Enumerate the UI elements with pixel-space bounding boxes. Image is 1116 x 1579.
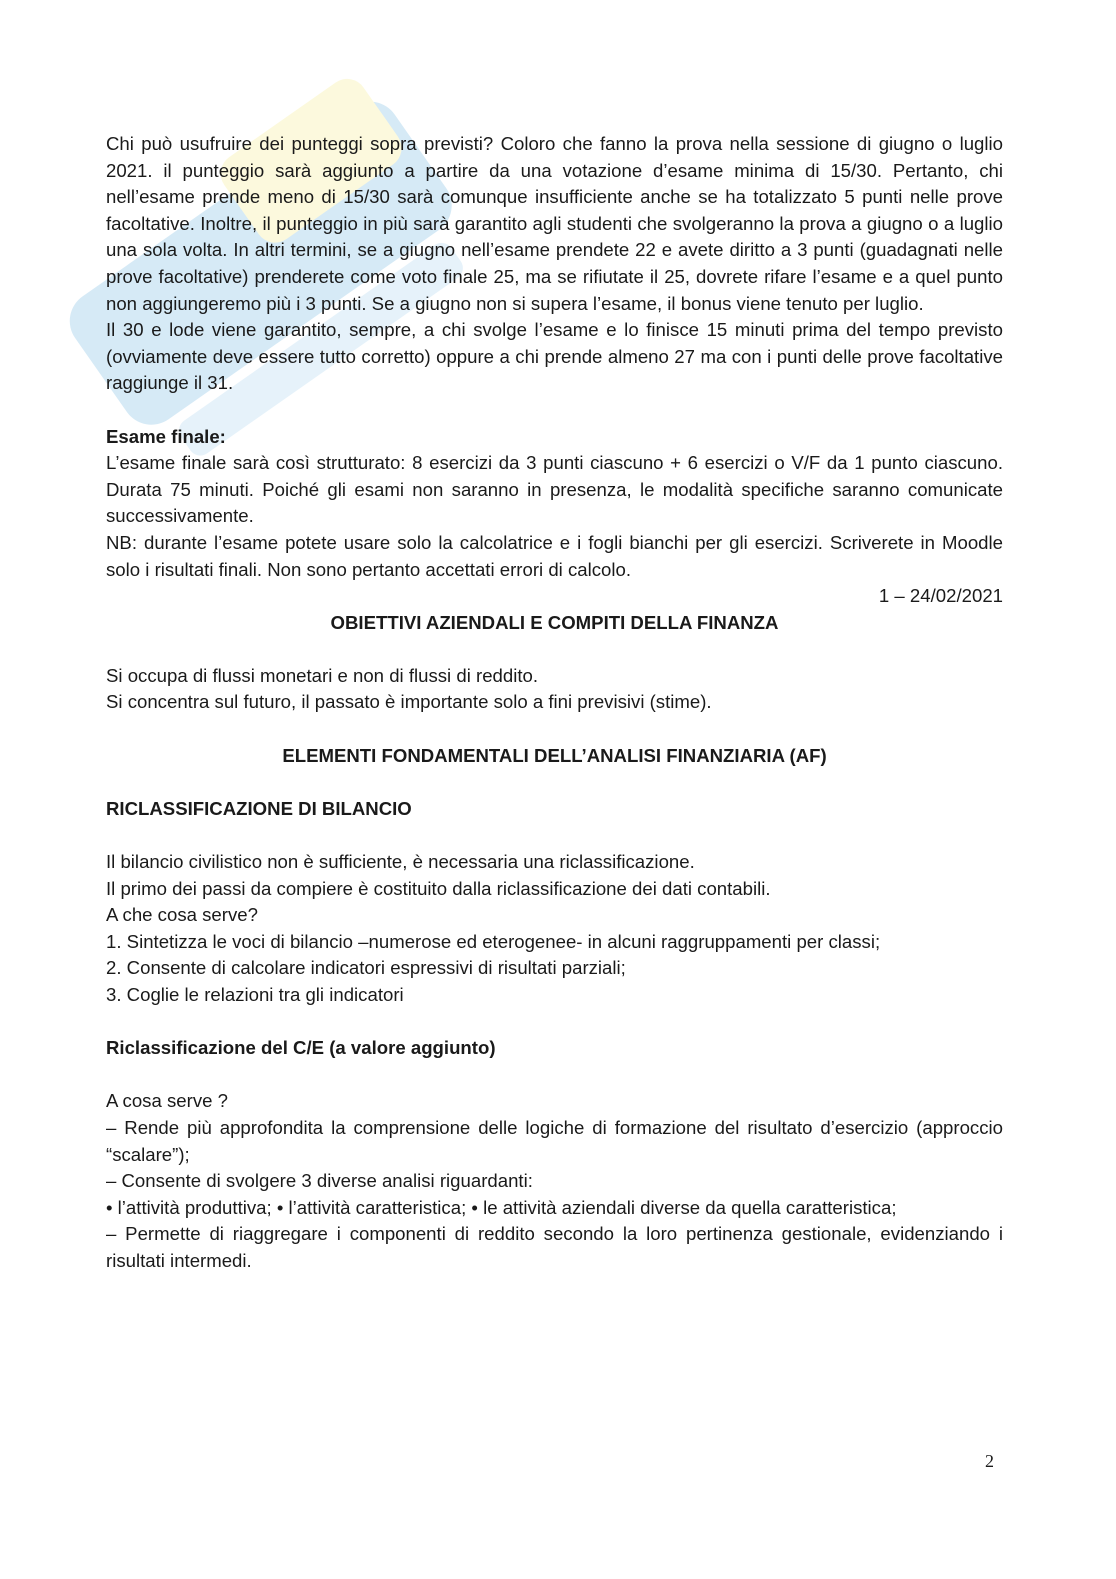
primo-passo-line: Il primo dei passi da compiere è costituito dalla riclassificazione dei dati contabili.	[106, 877, 771, 899]
list-item: 2. Consente di calcolare indicatori espressivi di risultati parziali;	[106, 957, 626, 979]
lode-paragraph: Il 30 e lode viene garantito, sempre, a chi svolge l’esame e lo finisce 15 minuti prima del tempo previsto (ovviamente deve essere tutto corretto) oppure a chi prende almeno 27 ma con i punti delle prove facoltative raggiunge il 31.	[106, 319, 1003, 394]
obiettivi-heading: OBIETTIVI AZIENDALI E COMPITI DELLA FINANZA	[330, 611, 779, 633]
question-line: A che cosa serve?	[106, 904, 258, 926]
document-body	[106, 131, 1003, 1275]
bilancio-line: Il bilancio civilistico non è sufficiente, è necessaria una riclassificazione.	[106, 851, 695, 873]
intro-paragraph: Chi può usufruire dei punteggi sopra previsti? Coloro che fanno la prova nella sessione di giugno o luglio 2021. il punteggio sarà aggiunto a partire da una votazione d’esame minima di 15/30. Pertanto, chi nell’esame prende meno di 15/30 sarà comunque insufficiente anche se ha totalizzato 5 punti nelle prove facoltative. Inoltre, il punteggio in più sarà garantito agli studenti che svolgeranno la prova a giugno o a luglio una sola volta. In altri termini, se a giugno nell’esame prendete 22 e avete diritto a 3 punti (guadagnati nelle prove facoltative) prenderete come voto finale 25, ma se rifiutate il 25, dovrete rifare l’esame e a quel punto non aggiungeremo più i 3 punti. Se a giugno non si supera l’esame, il bonus viene tenuto per luglio.	[106, 133, 1003, 314]
consente-line: – Consente di svolgere 3 diverse analisi riguardanti:	[106, 1170, 533, 1192]
esame-finale-heading: Esame finale:	[106, 425, 226, 447]
riclassificazione-heading: RICLASSIFICAZIONE DI BILANCIO	[106, 797, 412, 819]
permette-paragraph: – Permette di riaggregare i componenti di reddito secondo la loro pertinenza gestionale, evidenziando i risultati intermedi.	[106, 1223, 1003, 1271]
elementi-heading: ELEMENTI FONDAMENTALI DELL’ANALISI FINANZIARIA (AF)	[282, 744, 827, 766]
flussi-line: Si occupa di flussi monetari e non di flussi di reddito.	[106, 664, 539, 686]
rende-paragraph: – Rende più approfondita la comprensione delle logiche di formazione del risultato d’esercizio (approccio “scalare”);	[106, 1116, 1003, 1165]
question-line: A cosa serve ?	[106, 1090, 228, 1112]
list-item: 3. Coglie le relazioni tra gli indicatori	[106, 984, 404, 1005]
list-item: 1. Sintetizza le voci di bilancio –numerose ed eterogenee- in alcuni raggruppamenti per classi;	[106, 930, 881, 952]
page-number: 2	[985, 1451, 994, 1471]
ce-heading: Riclassificazione del C/E (a valore aggiunto)	[106, 1037, 496, 1059]
futuro-line: Si concentra sul futuro, il passato è importante solo a fini previsivi (stime).	[106, 691, 712, 713]
lesson-date: 1 – 24/02/2021	[878, 585, 1003, 607]
attivita-line: • l’attività produttiva; • l’attività caratteristica; • le attività aziendali diverse da quella caratteristica;	[106, 1196, 897, 1218]
nb-paragraph: NB: durante l’esame potete usare solo la calcolatrice e i fogli bianchi per gli esercizi. Scriverete in Moodle solo i risultati finali. Non sono pertanto accettati errori di calcolo.	[106, 531, 1003, 580]
esame-finale-paragraph: L’esame finale sarà così strutturato: 8 esercizi da 3 punti ciascuno + 6 esercizi o V/F da 1 punto ciascuno. Durata 75 minuti. Poiché gli esami non saranno in presenza, le modalità specifiche saranno comunicate successivamente.	[106, 452, 1003, 527]
